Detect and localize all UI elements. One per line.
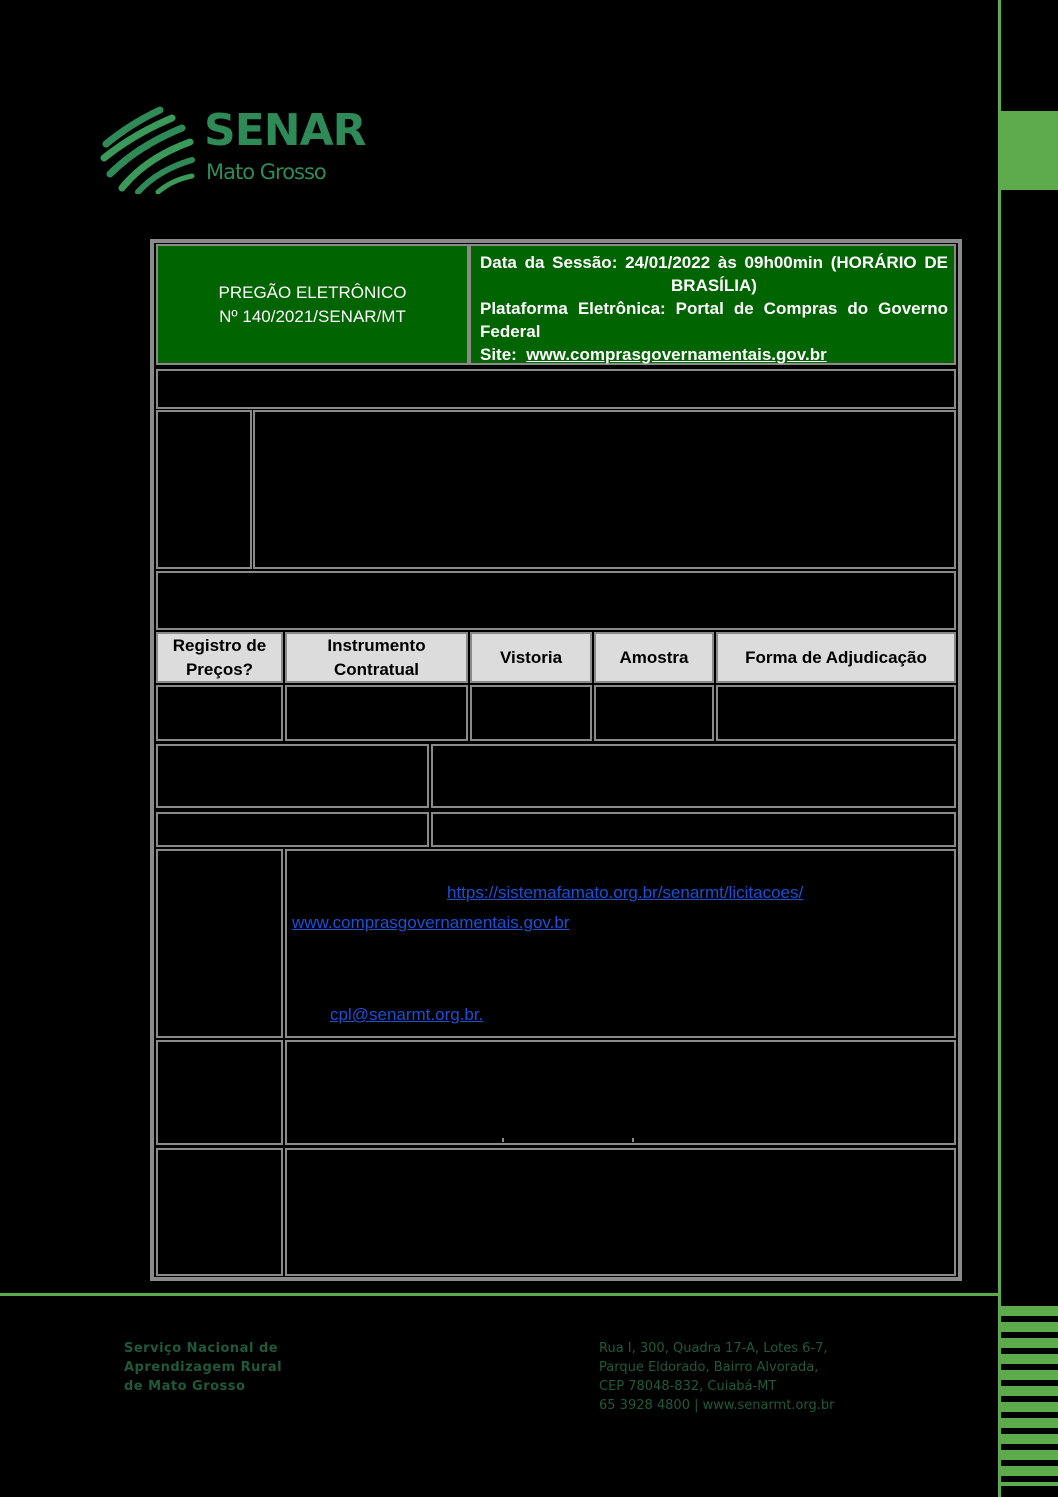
footer-addr-line2: Parque Eldorado, Bairro Alvorada, [599, 1360, 819, 1375]
footer-address [599, 1339, 835, 1415]
footer-org-line1: Serviço Nacional de [124, 1341, 279, 1356]
pregao-title: PREGÃO ELETRÔNICO [218, 282, 407, 302]
section-label-cell-2 [156, 1148, 283, 1276]
value-row [156, 571, 956, 630]
platform-line2: Federal [480, 322, 541, 341]
info-value-cell-2 [431, 812, 956, 847]
registro-line1: Registro de [172, 635, 267, 655]
site-link[interactable]: www.comprasgovernamentais.gov.br [526, 345, 827, 364]
right-edge-block [1001, 111, 1058, 190]
session-date-line1: Data da Sessão: 24/01/2022 às 09h00min (HORÁRIO DE [480, 253, 948, 272]
site-label: Site: [480, 345, 517, 364]
right-edge-line [998, 0, 1001, 1497]
value-registro-precos [156, 685, 283, 741]
compras-governamentais-link[interactable]: www.comprasgovernamentais.gov.br [292, 913, 570, 932]
instrumento-line1: Instrumento [327, 635, 426, 655]
value-forma-adjudicacao [716, 685, 956, 741]
pregao-number: Nº 140/2021/SENAR/MT [219, 306, 406, 326]
right-edge-stripes [1001, 1306, 1058, 1486]
logo-title: SENAR [204, 105, 366, 156]
cell-mark-1 [502, 1138, 504, 1142]
value-amostra [594, 685, 714, 741]
info-label-cell-2 [156, 812, 429, 847]
footer-divider [0, 1293, 998, 1296]
senar-leaf-icon [100, 104, 196, 194]
section-value-cell-1 [285, 1040, 956, 1145]
value-vistoria [470, 685, 592, 741]
header-forma-adjudicacao: Forma de Adjudicação [716, 632, 956, 683]
logo-subtitle: Mato Grosso [206, 160, 326, 184]
value-instrumento-contratual [285, 685, 468, 741]
info-label-cell-1 [156, 744, 429, 808]
licitacoes-link[interactable]: https://sistemafamato.org.br/senarmt/licitacoes/ [447, 883, 804, 902]
footer-addr-line4: 65 3928 4800 | www.senarmt.org.br [599, 1398, 835, 1413]
email-link[interactable]: cpl@senarmt.org.br. [330, 1005, 484, 1024]
session-info-cell [469, 244, 956, 365]
footer-org-line3: de Mato Grosso [124, 1379, 246, 1394]
footer-organization [124, 1339, 282, 1396]
header-amostra: Amostra [594, 632, 714, 683]
footer-addr-line3: CEP 78048-832, Cuiabá-MT [599, 1379, 777, 1394]
site-line [480, 343, 948, 366]
cell-mark-2 [632, 1138, 634, 1142]
section-value-cell-2 [285, 1148, 956, 1276]
pregao-title-cell [156, 244, 469, 365]
info-value-cell-1 [431, 744, 956, 808]
description-value-cell [253, 410, 956, 569]
senar-logo [100, 104, 390, 196]
documents-label-cell [156, 849, 283, 1038]
header-vistoria: Vistoria [470, 632, 592, 683]
header-instrumento-contratual [285, 632, 468, 683]
footer-org-line2: Aprendizagem Rural [124, 1360, 283, 1375]
section-label-cell-1 [156, 1040, 283, 1145]
platform-line1: Plataforma Eletrônica: Portal de Compras do Governo [480, 299, 948, 318]
registro-line2: Preços? [185, 659, 254, 679]
header-registro-precos [156, 632, 283, 683]
footer-addr-line1: Rua I, 300, Quadra 17-A, Lotes 6-7, [599, 1341, 828, 1356]
session-date-line2: BRASÍLIA) [671, 276, 757, 295]
object-row [156, 369, 956, 409]
instrumento-line2: Contratual [334, 659, 419, 679]
description-label-cell [156, 410, 252, 569]
